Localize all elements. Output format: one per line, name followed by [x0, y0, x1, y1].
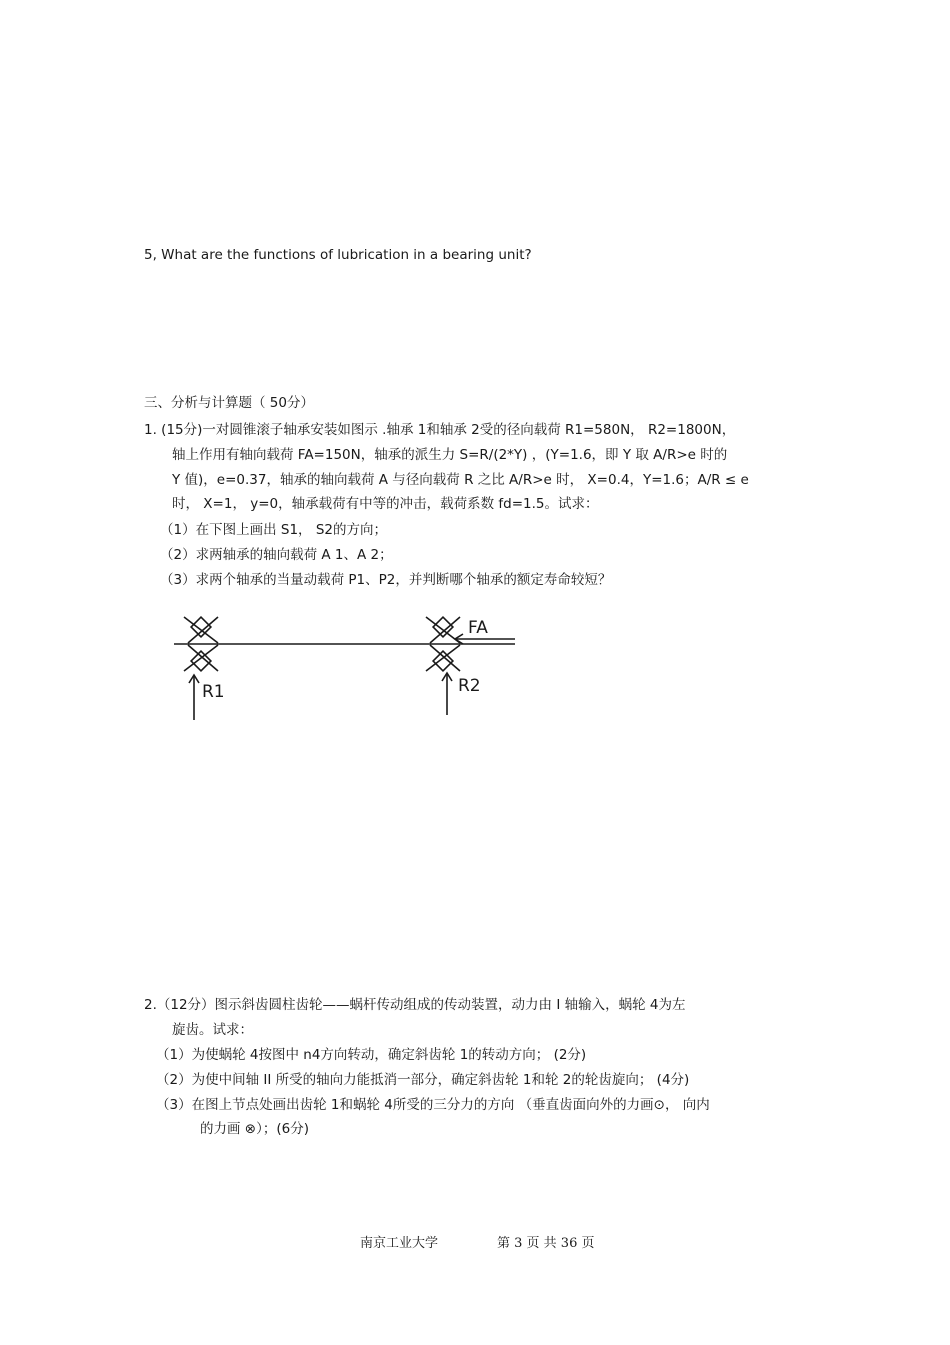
- problem-2-sub-1: （1）为使蜗轮 4按图中 n4方向转动，确定斜齿轮 1的转动方向； (2分): [156, 1047, 587, 1063]
- problem-1-line-3: Y 值)，e=0.37，轴承的轴向载荷 A 与径向载荷 R 之比 A/R>e 时， X=0.4，Y=1.6；A/R ≤ e: [172, 472, 749, 488]
- problem-1-sub-3: （3）求两个轴承的当量动载荷 P1、P2，并判断哪个轴承的额定寿命较短？: [160, 572, 612, 588]
- problem-2-sub-3b: 的力画 ⊗）；(6分): [200, 1121, 309, 1137]
- problem-2-sub-3: （3）在图上节点处画出齿轮 1和蜗轮 4所受的三分力的方向 （垂直齿面向外的力画⊙， 向内: [156, 1097, 710, 1113]
- fa-label: FA: [468, 618, 488, 638]
- r2-label: R2: [458, 676, 481, 696]
- footer-page-number: 第 3 页 共 36 页: [497, 1236, 595, 1251]
- problem-1-sub-1: （1）在下图上画出 S1， S2的方向；: [160, 522, 387, 538]
- problem-2-line-2: 旋齿。试求：: [172, 1022, 253, 1038]
- bearing-diagram: [170, 605, 530, 725]
- problem-1-line-1: 1. (15分)一对圆锥滚子轴承安装如图示 .轴承 1和轴承 2受的径向载荷 R1=580N， R2=1800N，: [144, 422, 736, 438]
- problem-2-sub-2: （2）为使中间轴 II 所受的轴向力能抵消一部分，确定斜齿轮 1和轮 2的轮齿旋向； (4分): [156, 1072, 690, 1088]
- problem-1-line-4: 时， X=1， y=0，轴承载荷有中等的冲击，载荷系数 fd=1.5。试求：: [172, 496, 599, 512]
- problem-1-sub-2: （2）求两轴承的轴向载荷 A 1、A 2；: [160, 547, 393, 563]
- footer-school: 南京工业大学: [360, 1236, 439, 1251]
- question-5: 5, What are the functions of lubrication in a bearing unit?: [144, 247, 532, 263]
- r1-label: R1: [202, 682, 225, 702]
- problem-1-line-2: 轴上作用有轴向载荷 FA=150N，轴承的派生力 S=R/(2*Y) ，(Y=1.6，即 Y 取 A/R>e 时的: [172, 447, 728, 463]
- section-heading: 三、分析与计算题（ 50分）: [144, 395, 314, 411]
- problem-2-line-1: 2.（12分）图示斜齿圆柱齿轮——蜗杆传动组成的传动装置，动力由 I 轴输入，蜗轮 4为左: [144, 997, 686, 1013]
